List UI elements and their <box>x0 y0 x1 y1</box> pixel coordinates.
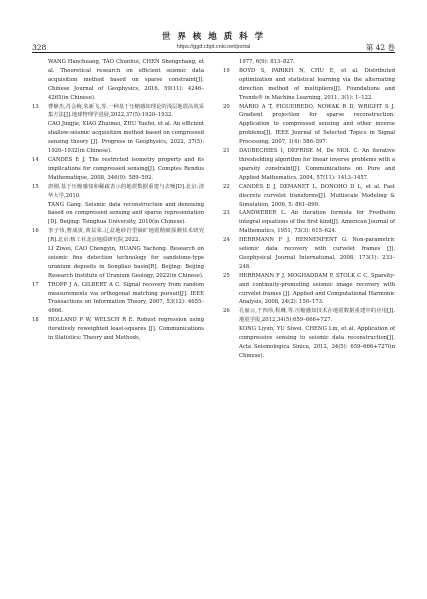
reference-number: 15 <box>32 183 39 190</box>
reference-text: LANDWEBER L. An iteration formula for Fredholm integral equations of the first kind[J]. American Journal of Mathematics, 1951, 73(3): 615–624. <box>239 210 395 235</box>
reference-entry <box>223 103 395 148</box>
reference-number: 18 <box>32 317 39 324</box>
reference-text: CANDÈS E J. The restricted isometry property and its implications for compressed sensing[J]. Comptes Rendus Mathematique, 2008, 346(9): 589–592. <box>48 156 204 181</box>
reference-text: DAUBECHIES I, DEFRISE M, De MOL C. An iterative thresholding algorithm for linear inverse problems with a sparsity constraint[J]. Communications on Pure and Applied Mathematics, 2004, 57(11): 1413–1457. <box>239 148 395 181</box>
journal-url[interactable]: https://ggd.cbpt.cnki.net/portal <box>176 44 251 50</box>
reference-entry <box>32 281 204 317</box>
reference-number: 23 <box>223 210 230 217</box>
reference-number: 16 <box>32 228 39 235</box>
reference-number: 20 <box>223 103 230 110</box>
reference-text: 曹静杰,肖会梅,朱新飞,等.一种基于压缩感知理论的浅层地震高效采集方法[J].地球物理学进展,2022,37(5):1920–1932. <box>48 103 204 119</box>
reference-text: 唐刚.基于压缩感知和稀疏表示的地震数据重建与去噪[D].北京:清华大学,2010. <box>48 183 204 199</box>
reference-number: 17 <box>32 281 39 288</box>
reference-number: 13 <box>32 103 39 110</box>
reference-entry <box>32 183 204 228</box>
reference-text: TANG Gang. Seismic data reconstruction and denoising based on compressed sensing and sparse representation [D]. Beijing: Tsinghua University, 2010(in Chinese). <box>48 201 204 226</box>
left-column <box>32 58 204 361</box>
page-number: 328 <box>32 43 47 52</box>
reference-text: BOYD S, PARIKH N, CHU E, et al. Distributed optimization and statistical learning via the alternating direction method of multipliers[J]. Foundations and Trends® in Machine Learning, 2011, 3(1): 1–122. <box>239 67 395 101</box>
reference-number: 25 <box>223 272 230 279</box>
reference-entry <box>223 209 395 236</box>
header-rule <box>32 52 395 53</box>
reference-text: MÁRIO A T, FIGUEIREDO, NOWAK R D, WRIGHT S J. Gradient projection for sparse reconstruction: Application to compressed sensing and other inverse problems[J]. IEEE Journal of Selected Topics in Signal Processing, 2007, 1(4): 586–597. <box>239 103 395 146</box>
reference-entry <box>32 103 204 156</box>
reference-entry <box>223 236 395 272</box>
volume-label: 第 42 卷 <box>365 43 395 52</box>
reference-number: 21 <box>223 148 230 155</box>
reference-number: 14 <box>32 156 39 163</box>
reference-text: LI Ziwei, CAO Chengyin, HUANG Yachong. Research on seismic fine detection technology for sandstone-type uranium deposits in Songliao basin[R]. Beijing: Beijing Research Institute of Uranium Geology, 2022(in Chinese). <box>48 246 204 279</box>
reference-entry <box>223 307 395 360</box>
reference-text: HERRMANN F J, HENNENFENT G. Non-parametric seismic data recovery with curvelet frames [J]. Geophysical Journal International, 2008, 173(1): 233–248. <box>239 237 395 270</box>
reference-entry <box>32 227 204 280</box>
reference-entry <box>223 183 395 210</box>
reference-text: 孔丽云,于四伟,程琳,等.压缩感知技术在地震数据重建中的应用[J].地震学报,2012,34(5):659–666+727. <box>239 308 395 324</box>
reference-number: 19 <box>223 67 230 74</box>
reference-entry <box>223 147 395 183</box>
reference-number: 24 <box>223 237 230 244</box>
reference-number: 22 <box>223 183 230 190</box>
reference-entry <box>32 316 204 343</box>
reference-text: KONG Liyun, YU Siwei, CHENG Lin, et al. Application of compressive sensing to seismic data reconstruction[J]. Acta Seismologica Sinica, 2012, 34(5): 659–666+727(in Chinese). <box>239 326 395 359</box>
reference-text: HERRMANN F J, MOGHADDAM P, STOLK C C. Sparsity-and continuity-promoting seismic image recovery with curvelet frames [J]. Applied and Computational Harmonic Analysis, 2008, 24(2): 150–173. <box>239 272 395 306</box>
reference-entry <box>223 272 395 308</box>
reference-entry <box>32 58 204 103</box>
references-columns <box>32 58 395 361</box>
reference-text: CANDÈS E J, DEMANET L, DONOHO D L, et al. Fast discrete curvelet transforms[J]. Multiscale Modeling & Simulation, 2006, 5: 861–899. <box>239 183 395 208</box>
reference-text: 李子伟,曹成寅,黄益荣.辽盆地砂岩型铀矿地震精细探测技术研究[R].北京:核工业北京地质研究院,2022. <box>48 228 204 244</box>
reference-entry <box>223 58 395 67</box>
journal-title: 世 界 核 地 质 科 学 <box>161 32 266 42</box>
reference-text: 1977, 6(9): 813–827. <box>239 59 295 65</box>
reference-entry <box>223 67 395 103</box>
reference-number: 26 <box>223 308 230 315</box>
reference-text: HOLLAND P W, WELSCH R E. Robust regression using iteratively reweighted least-squares [J]. Communications in Statistics: Theory and Methods, <box>48 317 204 342</box>
reference-text: TROPP J A, GILBERT A C. Signal recovery from random measurements via orthogonal matching pursuit[J]. IEEE Transactions on Information Theory, 2007, 53(12): 4655–4666. <box>48 281 204 315</box>
reference-text: WANG Hanchuang, TAO Chunhui, CHEN Shengchang, et al. Theoretical research on efficient seismic data acquisition method based on sparse constraint[J]. Chinese Journal of Geophysics, 2016, 59(11): 4246–4265(in Chinese). <box>48 59 204 101</box>
reference-text: CAO Jingjie, XIAO Zhuimei, ZHU Yuefei, et al. An efficient shallow-seismic acquisition method based on compressed sensing theory [J]. Progress in Geophysics, 2022, 37(5): 1920–1932(in Chinese). <box>48 121 204 155</box>
reference-entry <box>32 156 204 183</box>
right-column <box>223 58 395 361</box>
